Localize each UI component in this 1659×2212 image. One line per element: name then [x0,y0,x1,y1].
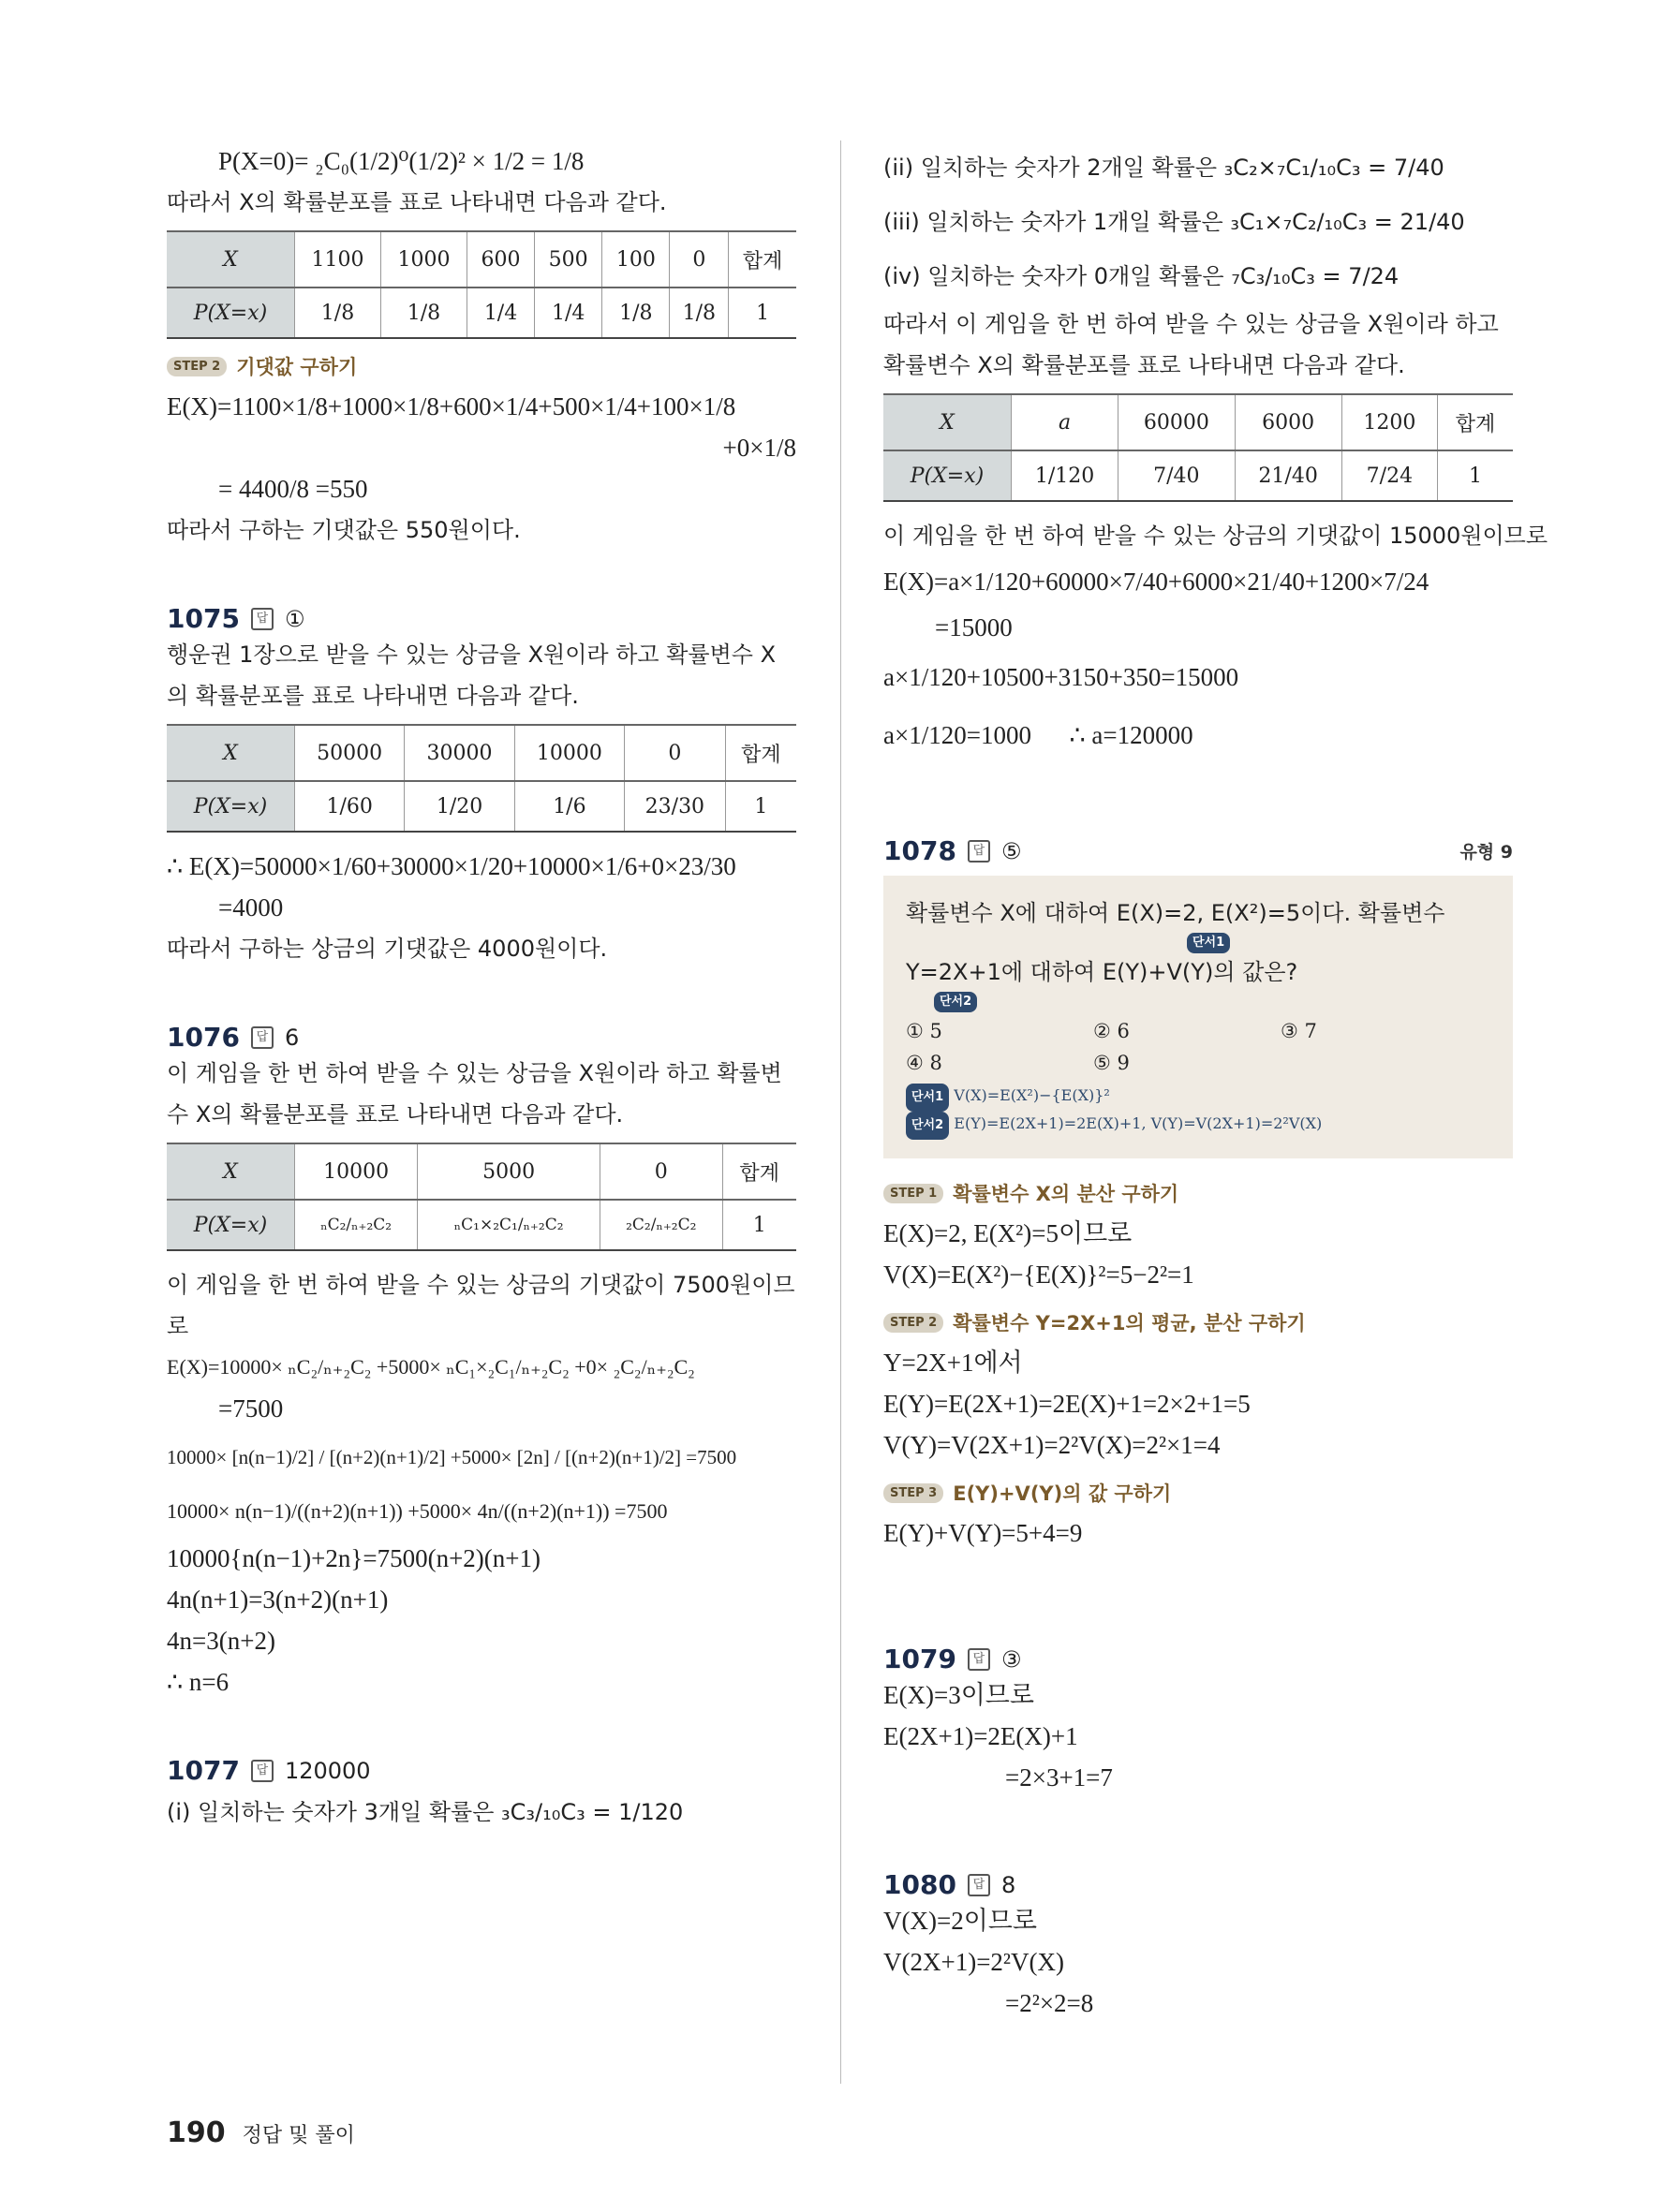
text-line: 행운권 1장으로 받을 수 있는 상금을 X원이라 하고 확률변수 X [167,641,777,668]
equation: =2×3+1=7 [1005,1763,1113,1792]
table-cell: X [883,394,1012,450]
problem-header-1079 [883,1644,1513,1674]
equation: E(2X+1)=2E(X)+1 [883,1722,1078,1750]
equation: a×1/120+10500+3150+350=15000 [883,663,1239,691]
equation: =7500 [218,1394,284,1423]
table-cell: 21/40 [1235,450,1341,501]
choices-row [906,1020,1490,1042]
equation: = 4400/8 =550 [218,475,368,503]
question-text: Y=2X+1에 대하여 E(Y)+V(Y)의 값은? [906,959,1298,985]
problem-number: 1076 [167,1022,240,1053]
text-line: (ii) 일치하는 숫자가 2개일 확률은 ₃C₂×₇C₁/₁₀C₃ = 7/40 [883,155,1444,181]
equation: E(Y)+V(Y)=5+4=9 [883,1519,1083,1547]
table-cell: 23/30 [625,781,726,832]
answer-icon: 답 [251,1026,274,1049]
page-label: 정답 및 풀이 [242,2124,355,2147]
clue-badge: 단서1 [906,1084,949,1112]
answer-value: ③ [1000,1645,1022,1673]
equation: =2²×2=8 [1005,1989,1094,2017]
table-cell: 600 [467,231,534,288]
choice-item: ① 5 [906,1020,942,1042]
table-cell: 10000 [514,725,624,781]
table-cell: 합계 [729,231,796,288]
equation: ∴ n=6 [167,1668,230,1696]
table-cell: X [167,231,295,288]
problem-header-1076 [167,1022,796,1053]
table-cell: 500 [535,231,602,288]
table-cell: 7/24 [1341,450,1437,501]
table-cell: 1/120 [1012,450,1118,501]
table-cell: 1200 [1341,394,1437,450]
table-cell: 1 [722,1200,796,1250]
table-cell: 6000 [1235,394,1341,450]
table-cell: 5000 [418,1143,600,1200]
answer-icon: 답 [968,1874,990,1896]
table-cell: 10000 [295,1143,418,1200]
table-cell: 1/8 [670,288,729,338]
equation: 10000× [n(n−1)/2] / [(n+2)(n+1)/2] +5000× [2n] / [(n+2)(n+1)/2] =7500 [167,1446,737,1468]
choice-item: ④ 8 [906,1052,942,1074]
step-badge: STEP 2 [167,357,227,376]
column-divider [840,140,841,2084]
text-line: 따라서 이 게임을 한 번 하여 받을 수 있는 상금을 X원이라 하고 [883,311,1499,337]
equation: E(Y)=E(2X+1)=2E(X)+1=2×2+1=5 [883,1390,1251,1418]
problem-number: 1080 [883,1869,956,1900]
clue-badge: 단서2 [934,992,977,1012]
step-badge: STEP 2 [883,1313,943,1333]
step-header [167,352,796,380]
clue-badge: 단서2 [906,1112,949,1140]
equation: =15000 [935,613,1013,641]
table-cell: 합계 [725,725,796,781]
problem-number: 1077 [167,1755,240,1786]
table-cell: 1 [729,288,796,338]
step-title: 기댓값 구하기 [236,356,358,378]
table-cell: 30000 [405,725,514,781]
clue-badge: 단서1 [1187,933,1230,953]
right-column [883,140,1548,2024]
step-header [883,1479,1513,1507]
text-line: 수 X의 확률분포를 표로 나타내면 다음과 같다. [167,1101,624,1128]
text-line: 따라서 구하는 기댓값은 550원이다. [167,517,521,543]
page-number: 190 [167,2116,226,2149]
table-cell: a [1012,394,1118,450]
step-header [883,1179,1513,1207]
table-cell: ₂C₂/ₙ₊₂C₂ [600,1200,723,1250]
problem-header-1077 [167,1755,796,1786]
distribution-table [883,393,1513,502]
step-header [883,1308,1513,1336]
problem-header-1075 [167,603,796,634]
table-cell: P(X=x) [167,288,295,338]
table-cell: 0 [670,231,729,288]
table-cell: 합계 [722,1143,796,1200]
text-line: 의 확률분포를 표로 나타내면 다음과 같다. [167,683,579,709]
text-line: (iii) 일치하는 숫자가 1개일 확률은 ₃C₁×₇C₂/₁₀C₃ = 21/40 [883,209,1465,235]
step-title: 확률변수 Y=2X+1의 평균, 분산 구하기 [953,1312,1306,1335]
step-title: 확률변수 X의 분산 구하기 [953,1183,1179,1205]
problem-number: 1079 [883,1644,956,1674]
answer-value: ⑤ [1000,837,1022,864]
text-line: 이 게임을 한 번 하여 받을 수 있는 상금을 X원이라 하고 확률변 [167,1060,782,1086]
text-line: 따라서 구하는 상금의 기댓값은 4000원이다. [167,936,608,962]
table-cell: 60000 [1118,394,1235,450]
step-title: E(Y)+V(Y)의 값 구하기 [953,1482,1172,1505]
table-cell: 합계 [1438,394,1513,450]
text-line: 확률변수 X의 확률분포를 표로 나타내면 다음과 같다. [883,352,1405,378]
left-column [167,140,796,1838]
answer-icon: 답 [251,1760,274,1782]
page-footer [167,2116,355,2149]
equation: a×1/120=1000 ∴ a=120000 [883,721,1193,749]
equation: V(X)=E(X²)−{E(X)}²=5−2²=1 [883,1261,1194,1289]
hint-line [906,1112,1490,1140]
table-cell: 1/6 [514,781,624,832]
equation: 10000{n(n−1)+2n}=7500(n+2)(n+1) [167,1544,541,1572]
table-cell: 1/8 [295,288,381,338]
equation: E(X)=a×1/120+60000×7/40+6000×21/40+1200×7/24 [883,568,1429,596]
choice-item: ② 6 [1093,1020,1130,1042]
choice-item: ③ 7 [1281,1020,1317,1042]
table-cell: P(X=x) [167,1200,295,1250]
equation: 4n=3(n+2) [167,1627,275,1655]
choices-row [906,1052,1490,1074]
step-badge: STEP 3 [883,1483,943,1503]
table-cell: 1100 [295,231,381,288]
equation: Y=2X+1에서 [883,1349,1023,1377]
table-cell: 7/40 [1118,450,1235,501]
table-cell: 0 [600,1143,723,1200]
problem-header-1078 [883,835,1513,866]
table-cell: 50000 [295,725,405,781]
text-line: 로 [167,1313,189,1339]
answer-icon: 답 [251,608,274,630]
distribution-table [167,230,796,339]
equation: 4n(n+1)=3(n+2)(n+1) [167,1585,389,1614]
table-cell: 1/8 [602,288,670,338]
equation: =4000 [218,893,284,922]
equation: V(Y)=V(2X+1)=2²V(X)=2²×1=4 [883,1431,1221,1459]
equation: 10000× n(n−1)/((n+2)(n+1)) +5000× 4n/((n+2)(n+1)) =7500 [167,1499,668,1523]
distribution-table [167,1143,796,1251]
equation: E(X)=3이므로 [883,1681,1034,1709]
text-line: 이 게임을 한 번 하여 받을 수 있는 상금의 기댓값이 15000원이므로 [883,523,1548,549]
problem-number: 1075 [167,603,240,634]
table-cell: ₙC₁×₂C₁/ₙ₊₂C₂ [418,1200,600,1250]
answer-icon: 답 [968,840,990,863]
hint-text: V(X)=E(X²)−{E(X)}² [954,1086,1110,1104]
answer-value: 6 [284,1024,300,1051]
answer-value: 8 [1000,1871,1016,1898]
table-cell: 100 [602,231,670,288]
table-cell: ₙC₂/ₙ₊₂C₂ [295,1200,418,1250]
hint-line [906,1084,1490,1112]
table-cell: 1/8 [380,288,467,338]
problem-header-1080 [883,1869,1513,1900]
equation: E(X)=1100×1/8+1000×1/8+600×1/4+500×1/4+100×1/8 [167,392,736,420]
equation: E(X)=2, E(X²)=5이므로 [883,1219,1133,1247]
problem-type-label: 유형 9 [1459,842,1513,863]
equation: P(X=0)= ₂C₀(1/2)⁰(1/2)² × 1/2 = 1/8 [218,147,585,175]
table-cell: 1000 [380,231,467,288]
distribution-table [167,724,796,833]
equation: ∴ E(X)=50000×1/60+30000×1/20+10000×1/6+0×23/30 [167,852,736,880]
choice-item: ⑤ 9 [1093,1052,1130,1074]
table-cell: 1/60 [295,781,405,832]
equation: V(X)=2이므로 [883,1907,1037,1935]
question-text: 확률변수 X에 대하여 E(X)=2, E(X²)=5이다. 확률변수 [906,900,1445,926]
table-cell: 1/4 [467,288,534,338]
equation: +0×1/8 [722,434,796,462]
text-line: (i) 일치하는 숫자가 3개일 확률은 ₃C₃/₁₀C₃ = 1/120 [167,1799,684,1825]
table-cell: 1 [1438,450,1513,501]
hint-text: E(Y)=E(2X+1)=2E(X)+1, V(Y)=V(2X+1)=2²V(X) [954,1114,1323,1132]
answer-value: ① [284,605,305,632]
problem-number: 1078 [883,835,956,866]
answer-value: 120000 [284,1757,371,1784]
table-cell: P(X=x) [167,781,295,832]
table-cell: 1/4 [535,288,602,338]
table-cell: X [167,725,295,781]
text-line: 따라서 X의 확률분포를 표로 나타내면 다음과 같다. [167,189,667,215]
equation: V(2X+1)=2²V(X) [883,1948,1065,1976]
text-line: 이 게임을 한 번 하여 받을 수 있는 상금의 기댓값이 7500원이므 [167,1272,795,1298]
step-badge: STEP 1 [883,1184,943,1203]
problem-box [883,876,1513,1158]
table-cell: X [167,1143,295,1200]
table-cell: 1 [725,781,796,832]
table-cell: 1/20 [405,781,514,832]
text-line: (iv) 일치하는 숫자가 0개일 확률은 ₇C₃/₁₀C₃ = 7/24 [883,263,1400,289]
table-cell: P(X=x) [883,450,1012,501]
table-cell: 0 [625,725,726,781]
answer-icon: 답 [968,1648,990,1671]
equation: E(X)=10000× ₙC₂/ₙ₊₂C₂ +5000× ₙC₁×₂C₁/ₙ₊₂C₂ +0× ₂C₂/ₙ₊₂C₂ [167,1355,695,1379]
